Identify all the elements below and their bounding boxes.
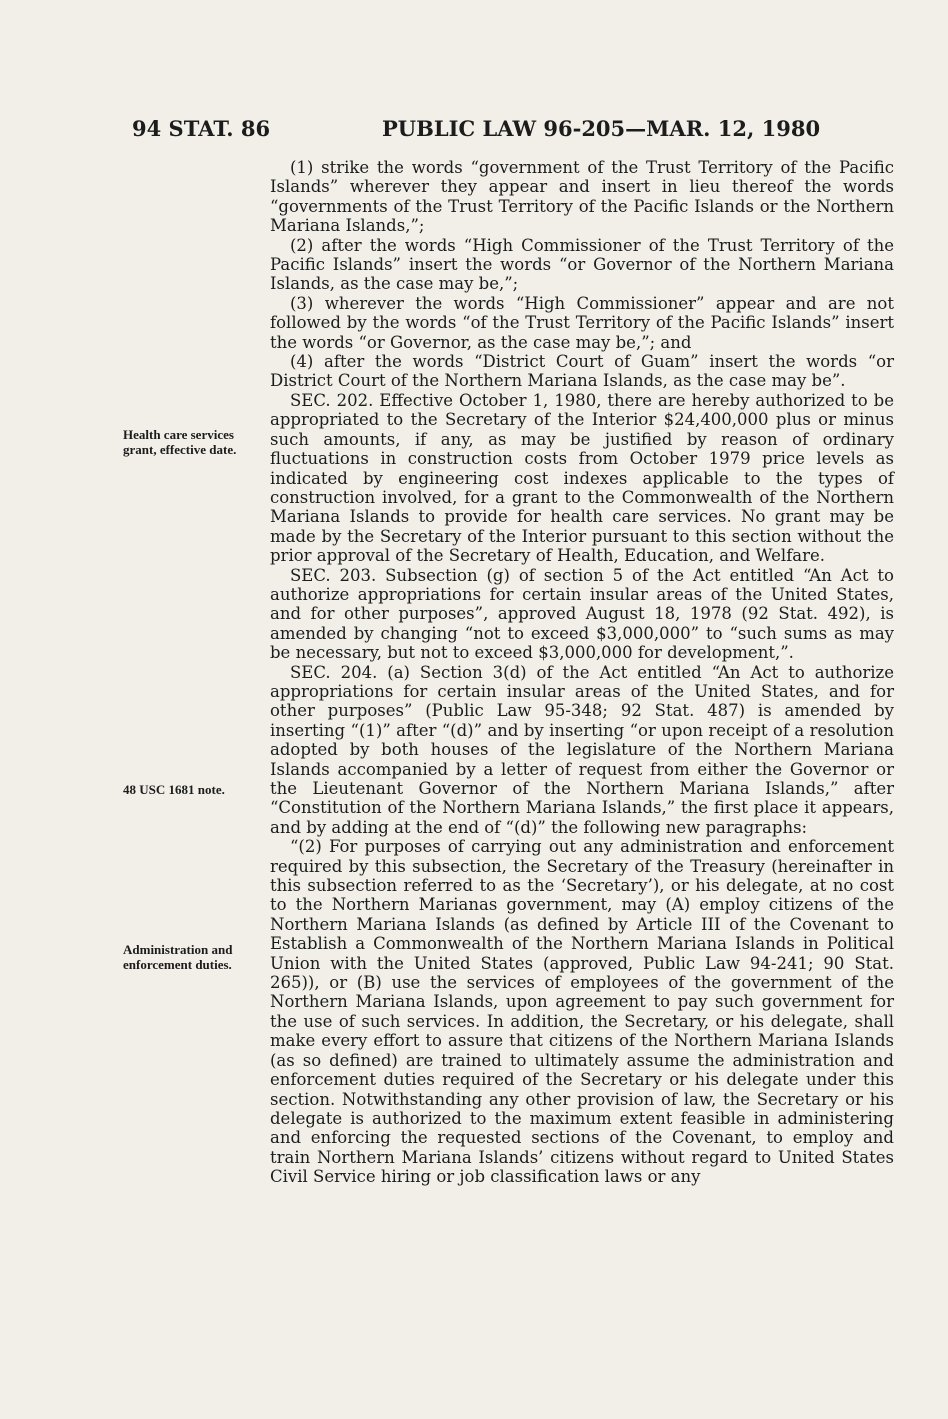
section-204-paragraph-2: “(2) For purposes of carrying out any administration and enforcement required by this subsection, the Secretary of the Treasury (hereinafter in this subsection referred to as the ‘Secretary’), or his delegate, at no cost to the Northern Marianas government, may (A) employ citizens of the Northern Mariana Islands (as defined by Article III of the Covenant to Establish a Commonwealth of the Northern Mariana Islands in Political Union with the United States (approved, Public Law 94-241; 90 Stat. 265)), or (B) use the services of employees of the government of the Northern Mariana Islands, upon agreement to pay such government for the use of such services. In addition, the Secretary, or his delegate, shall make every effort to assure that citizens of the Northern Mariana Islands (as so defined) are trained to ultimately assume the administration and enforcement duties required of the Secretary or his delegate under this section. Notwithstanding any other provision of law, the Secretary or his delegate is authorized to the maximum extent feasible in administering and enforcing the requested sections of the Covenant, to employ and train Northern Mariana Islands’ citizens without regard to United States Civil Service hiring or job classification laws or any — [270, 837, 894, 1187]
paragraph-1: (1) strike the words “government of the Trust Territory of the Pacific Islands” wherever they appear and insert in lieu thereof the words “governments of the Trust Territory of the Pacific Islands or the Northern Mariana Islands,”; — [270, 158, 894, 236]
section-203: SEC. 203. Subsection (g) of section 5 of the Act entitled “An Act to authorize appropriations for certain insular areas of the United States, and for other purposes”, approved August 18, 1978 (92 Stat. 492), is amended by changing “not to exceed $3,000,000” to “such sums as may be necessary, but not to exceed $3,000,000 for development,”. — [270, 565, 894, 663]
margin-note-text: Administration and enforcement duties. — [123, 942, 233, 972]
margin-note-health-care — [123, 427, 258, 457]
paragraph-2: (2) after the words “High Commissioner of the Trust Territory of the Pacific Islands” insert the words “or Governor of the Northern Mariana Islands, as the case may be,”; — [270, 235, 894, 294]
margin-note-text: 48 USC 1681 note. — [123, 782, 225, 797]
paragraph-3: (3) wherever the words “High Commissioner” appear and are not followed by the words “of the Trust Territory of the Pacific Islands” insert the words “or Governor, as the case may be,”; and — [270, 293, 894, 352]
statute-page-number: 94 STAT. 86 — [132, 116, 271, 141]
margin-note-administration — [123, 942, 258, 972]
section-204a: SEC. 204. (a) Section 3(d) of the Act entitled “An Act to authorize appropriations for certain insular areas of the United States, and for other purposes” (Public Law 95-348; 92 Stat. 487) is amended by inserting “(1)” after “(d)” and by inserting “or upon receipt of a resolution adopted by both houses of the legislature of the Northern Mariana Islands accompanied by a letter of request from either the Governor or the Lieutenant Governor of the Northern Mariana Islands,” after “Constitution of the Northern Mariana Islands,” the first place it appears, and by adding at the end of “(d)” the following new paragraphs: — [270, 662, 894, 837]
margin-note-text: Health care services grant, effective date. — [123, 427, 237, 457]
section-202: SEC. 202. Effective October 1, 1980, there are hereby authorized to be appropriated to the Secretary of the Interior $24,400,000 plus or minus such amounts, if any, as may be justified by reason of ordinary fluctuations in construction costs from October 1979 price levels as indicated by engineering cost indexes applicable to the types of construction involved, for a grant to the Commonwealth of the Northern Mariana Islands to provide for health care services. No grant may be made by the Secretary of the Interior pursuant to this section without the prior approval of the Secretary of Health, Education, and Welfare. — [270, 390, 894, 566]
margin-note-usc — [123, 782, 258, 797]
page-header — [132, 116, 888, 146]
body-text — [270, 158, 894, 1187]
paragraph-4: (4) after the words “District Court of Guam” insert the words “or District Court of the Northern Mariana Islands, as the case may be”. — [270, 352, 894, 391]
public-law-title: PUBLIC LAW 96-205—MAR. 12, 1980 — [382, 116, 821, 141]
